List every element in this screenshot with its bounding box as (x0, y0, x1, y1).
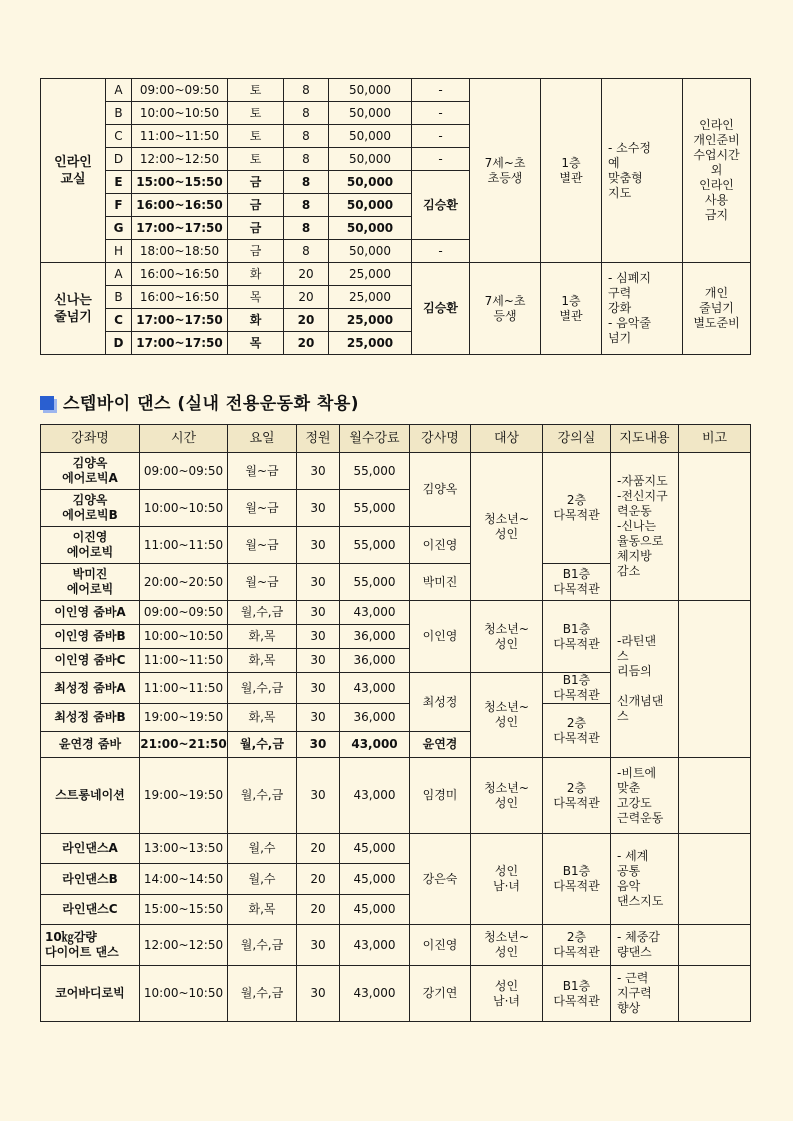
target-cell: 성인 남·녀 (471, 834, 543, 925)
table-row (41, 925, 751, 966)
time-cell: 16:00~16:50 (132, 286, 228, 309)
capacity-cell: 30 (297, 453, 340, 490)
day-cell: 화,목 (228, 649, 297, 673)
table-row (41, 79, 751, 102)
day-cell: 월~금 (228, 453, 297, 490)
target-cell: 청소년~ 성인 (471, 601, 543, 673)
course-name: 라인댄스B (41, 864, 140, 895)
fee-cell: 43,000 (340, 601, 410, 625)
time-cell: 11:00~11:50 (140, 649, 228, 673)
time-cell: 17:00~17:50 (132, 332, 228, 355)
time-cell: 10:00~10:50 (140, 966, 228, 1022)
table-row (41, 966, 751, 1022)
teacher-cell: 임경미 (410, 758, 471, 834)
course-name: 라인댄스A (41, 834, 140, 864)
time-cell: 10:00~10:50 (132, 102, 228, 125)
teacher-cell: - (412, 148, 470, 171)
room-cell: 2층 다목적관 (543, 925, 611, 966)
time-cell: 11:00~11:50 (132, 125, 228, 148)
class-schedule-table-1 (40, 78, 751, 355)
capacity-cell: 8 (284, 217, 329, 240)
table-row (41, 453, 751, 490)
header-room: 강의실 (543, 425, 611, 453)
table-row (41, 758, 751, 834)
teacher-cell: 이진영 (410, 925, 471, 966)
section-cell: D (106, 148, 132, 171)
section-cell: A (106, 263, 132, 286)
target-cell: 청소년~ 성인 (471, 453, 543, 601)
fee-cell: 36,000 (340, 649, 410, 673)
capacity-cell: 30 (297, 564, 340, 601)
section-title-text: 스텝바이 댄스 (실내 전용운동화 착용) (63, 394, 360, 414)
course-name: 10㎏감량 다이어트 댄스 (41, 925, 140, 966)
note-cell: 개인 줄넘기 별도준비 (683, 263, 751, 355)
time-cell: 10:00~10:50 (140, 490, 228, 527)
time-cell: 10:00~10:50 (140, 625, 228, 649)
section-cell: G (106, 217, 132, 240)
section-title (40, 389, 359, 414)
header-content: 지도내용 (611, 425, 679, 453)
fee-cell: 43,000 (340, 732, 410, 758)
note-cell (679, 925, 751, 966)
day-cell: 토 (228, 148, 284, 171)
capacity-cell: 30 (297, 649, 340, 673)
day-cell: 화 (228, 263, 284, 286)
content-cell: - 소수정 예 맞춤형 지도 (602, 79, 683, 263)
course-name: 코어바디로빅 (41, 966, 140, 1022)
capacity-cell: 30 (297, 625, 340, 649)
day-cell: 화 (228, 309, 284, 332)
capacity-cell: 8 (284, 240, 329, 263)
capacity-cell: 20 (297, 864, 340, 895)
section-cell: F (106, 194, 132, 217)
target-cell: 7세~초 초등생 (470, 79, 541, 263)
teacher-cell: - (412, 102, 470, 125)
class-name: 인라인 교실 (41, 79, 106, 263)
day-cell: 월,수 (228, 834, 297, 864)
section-cell: C (106, 309, 132, 332)
day-cell: 월,수,금 (228, 673, 297, 704)
capacity-cell: 8 (284, 171, 329, 194)
time-cell: 12:00~12:50 (140, 925, 228, 966)
room-cell: B1층 다목적관 (543, 673, 611, 704)
content-cell: -라틴댄 스 리듬의 신개념댄 스 (611, 601, 679, 758)
class-name: 신나는 줄넘기 (41, 263, 106, 355)
capacity-cell: 30 (297, 601, 340, 625)
capacity-cell: 30 (297, 966, 340, 1022)
fee-cell: 45,000 (340, 834, 410, 864)
day-cell: 토 (228, 125, 284, 148)
content-cell: - 체중감 량댄스 (611, 925, 679, 966)
capacity-cell: 30 (297, 732, 340, 758)
content-cell: -자품지도 -전신지구 력운동 -신나는 율동으로 체지방 감소 (611, 453, 679, 601)
fee-cell: 55,000 (340, 527, 410, 564)
teacher-cell: - (412, 240, 470, 263)
header-target: 대상 (471, 425, 543, 453)
time-cell: 17:00~17:50 (132, 309, 228, 332)
capacity-cell: 8 (284, 79, 329, 102)
capacity-cell: 8 (284, 125, 329, 148)
header-teacher: 강사명 (410, 425, 471, 453)
room-cell: 2층 다목적관 (543, 453, 611, 564)
fee-cell: 50,000 (329, 240, 412, 263)
target-cell: 7세~초 등생 (470, 263, 541, 355)
capacity-cell: 30 (297, 704, 340, 732)
fee-cell: 50,000 (329, 102, 412, 125)
room-cell: B1층 다목적관 (543, 834, 611, 925)
day-cell: 월,수,금 (228, 966, 297, 1022)
capacity-cell: 30 (297, 925, 340, 966)
header-course: 강좌명 (41, 425, 140, 453)
fee-cell: 43,000 (340, 925, 410, 966)
teacher-cell: 김승환 (412, 171, 470, 240)
target-cell: 청소년~ 성인 (471, 758, 543, 834)
fee-cell: 43,000 (340, 673, 410, 704)
course-name: 이진영 에어로빅 (41, 527, 140, 564)
target-cell: 청소년~ 성인 (471, 925, 543, 966)
section-cell: D (106, 332, 132, 355)
fee-cell: 25,000 (329, 286, 412, 309)
capacity-cell: 20 (284, 286, 329, 309)
note-cell (679, 834, 751, 925)
room-cell: 2층 다목적관 (543, 758, 611, 834)
rope-class-rows (41, 263, 751, 355)
time-cell: 13:00~13:50 (140, 834, 228, 864)
teacher-cell: 김승환 (412, 263, 470, 355)
time-cell: 15:00~15:50 (140, 895, 228, 925)
section-cell: A (106, 79, 132, 102)
table-row (41, 834, 751, 864)
fee-cell: 50,000 (329, 194, 412, 217)
fee-cell: 25,000 (329, 309, 412, 332)
time-cell: 20:00~20:50 (140, 564, 228, 601)
capacity-cell: 8 (284, 194, 329, 217)
fee-cell: 55,000 (340, 564, 410, 601)
day-cell: 금 (228, 171, 284, 194)
room-cell: B1층 다목적관 (543, 966, 611, 1022)
header-time: 시간 (140, 425, 228, 453)
capacity-cell: 20 (284, 263, 329, 286)
fee-cell: 45,000 (340, 895, 410, 925)
teacher-cell: - (412, 79, 470, 102)
day-cell: 목 (228, 286, 284, 309)
target-cell: 청소년~ 성인 (471, 673, 543, 758)
time-cell: 12:00~12:50 (132, 148, 228, 171)
time-cell: 17:00~17:50 (132, 217, 228, 240)
day-cell: 월~금 (228, 527, 297, 564)
capacity-cell: 20 (297, 895, 340, 925)
teacher-cell: 이인영 (410, 601, 471, 673)
dance-schedule-table (40, 424, 751, 1022)
time-cell: 09:00~09:50 (140, 601, 228, 625)
time-cell: 16:00~16:50 (132, 263, 228, 286)
section-cell: B (106, 286, 132, 309)
day-cell: 화,목 (228, 625, 297, 649)
fee-cell: 45,000 (340, 864, 410, 895)
fee-cell: 36,000 (340, 704, 410, 732)
time-cell: 18:00~18:50 (132, 240, 228, 263)
fee-cell: 43,000 (340, 966, 410, 1022)
target-cell: 성인 남·녀 (471, 966, 543, 1022)
note-cell (679, 601, 751, 758)
capacity-cell: 8 (284, 148, 329, 171)
course-name: 김양옥 에어로빅B (41, 490, 140, 527)
header-capacity: 정원 (297, 425, 340, 453)
note-cell: 인라인 개인준비 수업시간 외 인라인 사용 금지 (683, 79, 751, 263)
time-cell: 14:00~14:50 (140, 864, 228, 895)
day-cell: 토 (228, 79, 284, 102)
fee-cell: 43,000 (340, 758, 410, 834)
teacher-cell: 박미진 (410, 564, 471, 601)
teacher-cell: 김양옥 (410, 453, 471, 527)
day-cell: 금 (228, 240, 284, 263)
day-cell: 금 (228, 194, 284, 217)
time-cell: 09:00~09:50 (132, 79, 228, 102)
fee-cell: 36,000 (340, 625, 410, 649)
table-header-row (41, 425, 751, 453)
note-cell (679, 966, 751, 1022)
fee-cell: 50,000 (329, 148, 412, 171)
online-class-rows (41, 79, 751, 263)
course-name: 박미진 에어로빅 (41, 564, 140, 601)
room-cell: B1층 다목적관 (543, 601, 611, 673)
capacity-cell: 30 (297, 527, 340, 564)
course-name: 이인영 줌바C (41, 649, 140, 673)
teacher-cell: 강기연 (410, 966, 471, 1022)
note-cell (679, 453, 751, 601)
time-cell: 09:00~09:50 (140, 453, 228, 490)
day-cell: 월,수,금 (228, 758, 297, 834)
capacity-cell: 20 (284, 332, 329, 355)
time-cell: 15:00~15:50 (132, 171, 228, 194)
day-cell: 금 (228, 217, 284, 240)
course-name: 윤연경 줌바 (41, 732, 140, 758)
content-cell: - 세계 공통 음악 댄스지도 (611, 834, 679, 925)
teacher-cell: 이진영 (410, 527, 471, 564)
time-cell: 19:00~19:50 (140, 758, 228, 834)
time-cell: 16:00~16:50 (132, 194, 228, 217)
course-name: 이인영 줌바B (41, 625, 140, 649)
course-name: 최성정 줌바A (41, 673, 140, 704)
table-row (41, 263, 751, 286)
day-cell: 화,목 (228, 704, 297, 732)
room-cell: 1층 별관 (541, 263, 602, 355)
teacher-cell: - (412, 125, 470, 148)
fee-cell: 50,000 (329, 217, 412, 240)
table-row (41, 601, 751, 625)
capacity-cell: 20 (297, 834, 340, 864)
capacity-cell: 30 (297, 673, 340, 704)
fee-cell: 55,000 (340, 490, 410, 527)
day-cell: 월,수,금 (228, 925, 297, 966)
day-cell: 월,수,금 (228, 732, 297, 758)
header-day: 요일 (228, 425, 297, 453)
course-name: 라인댄스C (41, 895, 140, 925)
room-cell: 1층 별관 (541, 79, 602, 263)
time-cell: 11:00~11:50 (140, 673, 228, 704)
day-cell: 월,수,금 (228, 601, 297, 625)
day-cell: 월,수 (228, 864, 297, 895)
fee-cell: 55,000 (340, 453, 410, 490)
day-cell: 월~금 (228, 490, 297, 527)
section-cell: B (106, 102, 132, 125)
room-cell: 2층 다목적관 (543, 704, 611, 758)
note-cell (679, 758, 751, 834)
day-cell: 화,목 (228, 895, 297, 925)
header-fee: 월수강료 (340, 425, 410, 453)
room-cell: B1층 다목적관 (543, 564, 611, 601)
header-note: 비고 (679, 425, 751, 453)
fee-cell: 25,000 (329, 263, 412, 286)
day-cell: 토 (228, 102, 284, 125)
teacher-cell: 강은숙 (410, 834, 471, 925)
content-cell: -비트에 맞춘 고강도 근력운동 (611, 758, 679, 834)
course-name: 스트롱네이션 (41, 758, 140, 834)
fee-cell: 25,000 (329, 332, 412, 355)
course-name: 최성정 줌바B (41, 704, 140, 732)
day-cell: 목 (228, 332, 284, 355)
day-cell: 월~금 (228, 564, 297, 601)
capacity-cell: 30 (297, 758, 340, 834)
section-cell: C (106, 125, 132, 148)
course-name: 이인영 줌바A (41, 601, 140, 625)
time-cell: 11:00~11:50 (140, 527, 228, 564)
teacher-cell: 최성정 (410, 673, 471, 732)
section-cell: H (106, 240, 132, 263)
capacity-cell: 8 (284, 102, 329, 125)
content-cell: - 근력 지구력 향상 (611, 966, 679, 1022)
fee-cell: 50,000 (329, 171, 412, 194)
capacity-cell: 30 (297, 490, 340, 527)
section-cell: E (106, 171, 132, 194)
content-cell: - 심폐지 구력 강화 - 음악줄 넘기 (602, 263, 683, 355)
capacity-cell: 20 (284, 309, 329, 332)
time-cell: 19:00~19:50 (140, 704, 228, 732)
course-name: 김양옥 에어로빅A (41, 453, 140, 490)
fee-cell: 50,000 (329, 79, 412, 102)
time-cell: 21:00~21:50 (140, 732, 228, 758)
fee-cell: 50,000 (329, 125, 412, 148)
square-bullet-icon (40, 396, 54, 410)
teacher-cell: 윤연경 (410, 732, 471, 758)
